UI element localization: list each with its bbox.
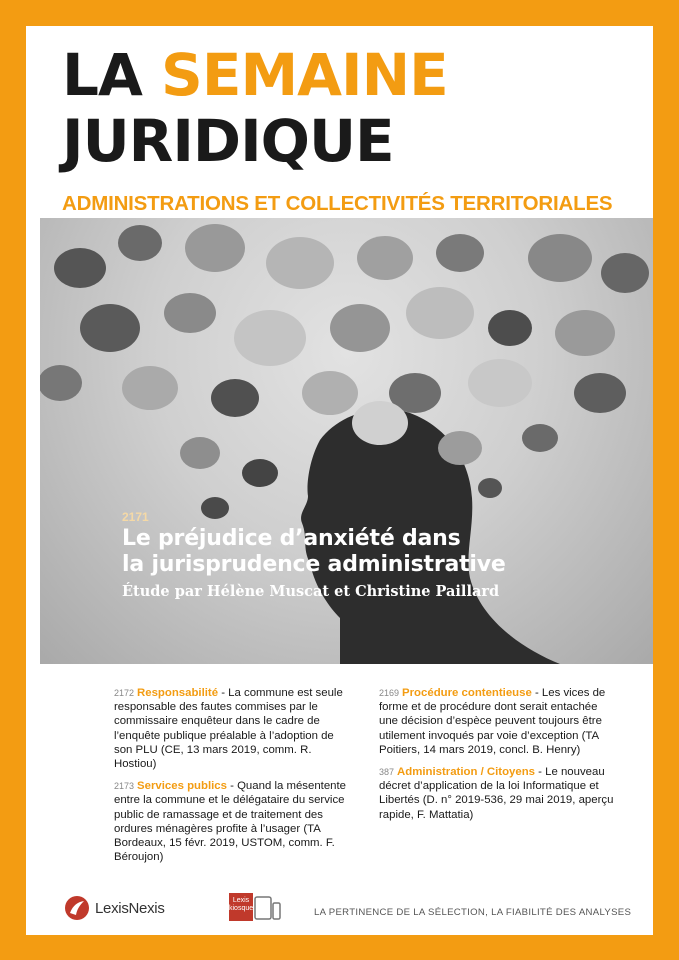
cover-image (40, 218, 653, 664)
item-category: Administration / Citoyens (397, 766, 535, 779)
lexisnexis-logo-icon (64, 895, 90, 921)
feature-title-line2: la jurisprudence administrative (122, 552, 506, 577)
summary-item (114, 779, 349, 864)
summary-item (114, 686, 349, 771)
devices-icon (253, 895, 281, 921)
feature-article (122, 510, 506, 600)
item-text: - Les vices de forme et de procédure dont serait entachée une décision d’espèce peuvent toujours être utilement invoqués par voie d’exception (TA Poitiers, 14 mars 2019, concl. B. Henry) (379, 687, 606, 756)
item-text: - La commune est seule responsable des fautes commises par le commissaire enquêteur dans le cadre de l’enquête publique préalable à l’adoption de son PLU (CE, 13 mars 2019, comm. R. Hostiou) (114, 687, 343, 771)
masthead-subtitle: ADMINISTRATIONS ET COLLECTIVITÉS TERRITORIALES (62, 192, 613, 215)
summary-column-left (114, 686, 349, 872)
item-category: Responsabilité (137, 687, 219, 699)
summary-item (379, 765, 614, 822)
item-number: 2169 (379, 688, 400, 698)
item-category: Procédure contentieuse (402, 687, 532, 699)
feature-author: Étude par Hélène Muscat et Christine Paillard (122, 583, 500, 600)
masthead-title-line2: JURIDIQUE (62, 107, 394, 175)
kiosque-line2: kiosque (229, 905, 254, 912)
summary-item (379, 686, 614, 757)
item-text: - Le nouveau décret d’application de la loi Informatique et Libertés (D. n° 2019-536, 29 mai 2019, aperçu rapide, F. Mattatia) (379, 766, 614, 821)
item-text: - Quand la mésentente entre la commune et le délégataire du service public de ramassage et de traitement des ordures ménagères profite à l’usager (TA Bordeaux, 15 févr. 2019, USTOM, comm. F. Béroujon) (114, 780, 346, 864)
kiosque-badge (229, 893, 253, 921)
lexis-kiosque-logo (229, 893, 281, 921)
feature-number: 2171 (122, 510, 149, 524)
summary-column-right (379, 686, 614, 830)
masthead-title-line1 (62, 41, 448, 109)
masthead-title-accent: SEMAINE (161, 41, 448, 109)
kiosque-line1: Lexis (232, 897, 250, 904)
feature-title-line1: Le préjudice d’anxiété dans (122, 526, 461, 551)
logo-text: LexisNexis (95, 899, 165, 917)
masthead-title-part1: LA (62, 41, 162, 109)
item-number: 2173 (114, 781, 135, 792)
footer-tagline: LA PERTINENCE DE LA SÉLECTION, LA FIABILITÉ DES ANALYSES (314, 907, 632, 918)
item-category: Services publics (137, 780, 227, 793)
item-number: 387 (379, 767, 395, 778)
lexisnexis-logo (64, 895, 165, 921)
item-number: 2172 (114, 688, 135, 698)
